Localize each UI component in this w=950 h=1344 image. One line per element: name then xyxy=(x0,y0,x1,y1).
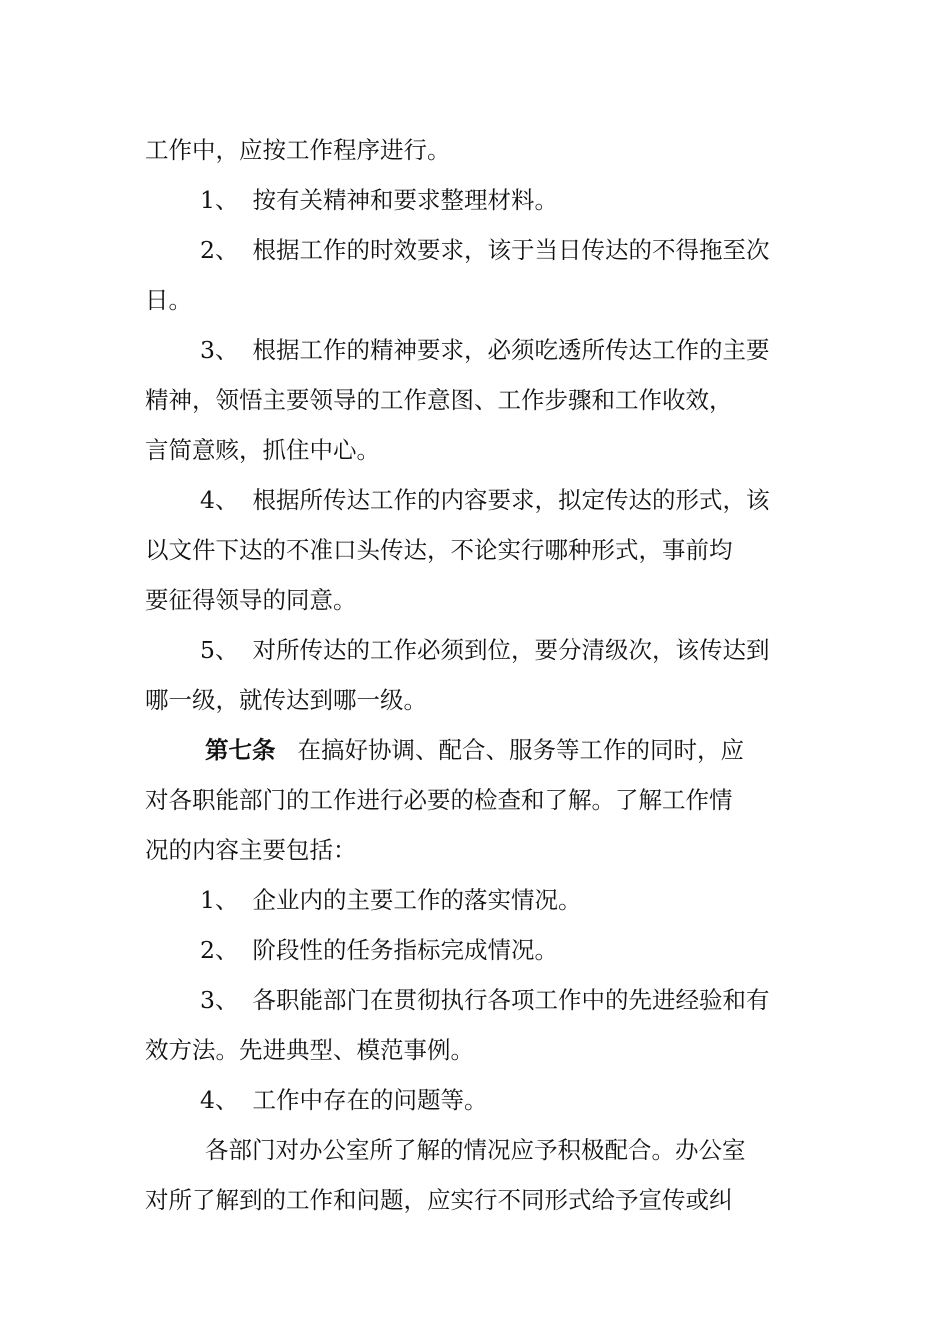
text-line xyxy=(145,835,810,865)
article-heading: 第七条 xyxy=(205,736,276,764)
list-item-number: 2、 xyxy=(200,936,239,964)
list-item-number: 3、 xyxy=(200,986,239,1014)
paragraph-text: 工作中，应按工作程序进行。 xyxy=(145,136,451,164)
list-item-text: 各职能部门在贯彻执行各项工作中的先进经验和有 xyxy=(252,986,770,1014)
list-item xyxy=(200,985,810,1015)
list-item-text: 对所传达的工作必须到位，要分清级次，该传达到 xyxy=(252,636,770,664)
paragraph-text: 日。 xyxy=(145,286,192,314)
list-item-text: 按有关精神和要求整理材料。 xyxy=(252,186,558,214)
list-item-number: 3、 xyxy=(200,336,239,364)
paragraph-text: 要征得领导的同意。 xyxy=(145,586,357,614)
list-item xyxy=(200,335,810,365)
list-item xyxy=(200,1085,810,1115)
text-line xyxy=(145,135,810,165)
list-item-number: 4、 xyxy=(200,486,239,514)
paragraph-text: 对所了解到的工作和问题，应实行不同形式给予宣传或纠 xyxy=(145,1186,733,1214)
paragraph-text: 以文件下达的不准口头传达，不论实行哪种形式，事前均 xyxy=(145,536,733,564)
text-line xyxy=(145,285,810,315)
list-item xyxy=(200,935,810,965)
list-item-text: 根据工作的时效要求，该于当日传达的不得拖至次 xyxy=(252,236,770,264)
list-item xyxy=(200,185,810,215)
article-seven xyxy=(205,735,810,765)
list-item-number: 5、 xyxy=(200,636,239,664)
text-line xyxy=(145,385,810,415)
list-item xyxy=(200,235,810,265)
list-item-text: 企业内的主要工作的落实情况。 xyxy=(252,886,582,914)
paragraph-text: 各部门对办公室所了解的情况应予积极配合。办公室 xyxy=(205,1136,746,1164)
text-line xyxy=(145,785,810,815)
text-line xyxy=(145,435,810,465)
paragraph-text: 效方法。先进典型、模范事例。 xyxy=(145,1036,474,1064)
paragraph-text: 言简意赅，抓住中心。 xyxy=(145,436,380,464)
list-item-text: 根据工作的精神要求，必须吃透所传达工作的主要 xyxy=(252,336,770,364)
paragraph-text: 对各职能部门的工作进行必要的检查和了解。了解工作情 xyxy=(145,786,733,814)
text-line xyxy=(145,685,810,715)
list-item-number: 4、 xyxy=(200,1086,239,1114)
list-item xyxy=(200,635,810,665)
paragraph-text: 哪一级，就传达到哪一级。 xyxy=(145,686,427,714)
text-line xyxy=(145,1185,810,1215)
text-line xyxy=(145,585,810,615)
list-item xyxy=(200,485,810,515)
text-line xyxy=(145,1035,810,1065)
article-text: 在搞好协调、配合、服务等工作的同时，应 xyxy=(297,736,744,764)
text-line xyxy=(145,535,810,565)
paragraph-start xyxy=(205,1135,810,1165)
list-item-number: 1、 xyxy=(200,886,239,914)
paragraph-text: 况的内容主要包括： xyxy=(145,836,357,864)
list-item-number: 1、 xyxy=(200,186,239,214)
list-item-number: 2、 xyxy=(200,236,239,264)
list-item xyxy=(200,885,810,915)
paragraph-text: 精神，领悟主要领导的工作意图、工作步骤和工作收效， xyxy=(145,386,733,414)
list-item-text: 根据所传达工作的内容要求，拟定传达的形式，该 xyxy=(252,486,770,514)
list-item-text: 阶段性的任务指标完成情况。 xyxy=(252,936,558,964)
list-item-text: 工作中存在的问题等。 xyxy=(252,1086,488,1114)
